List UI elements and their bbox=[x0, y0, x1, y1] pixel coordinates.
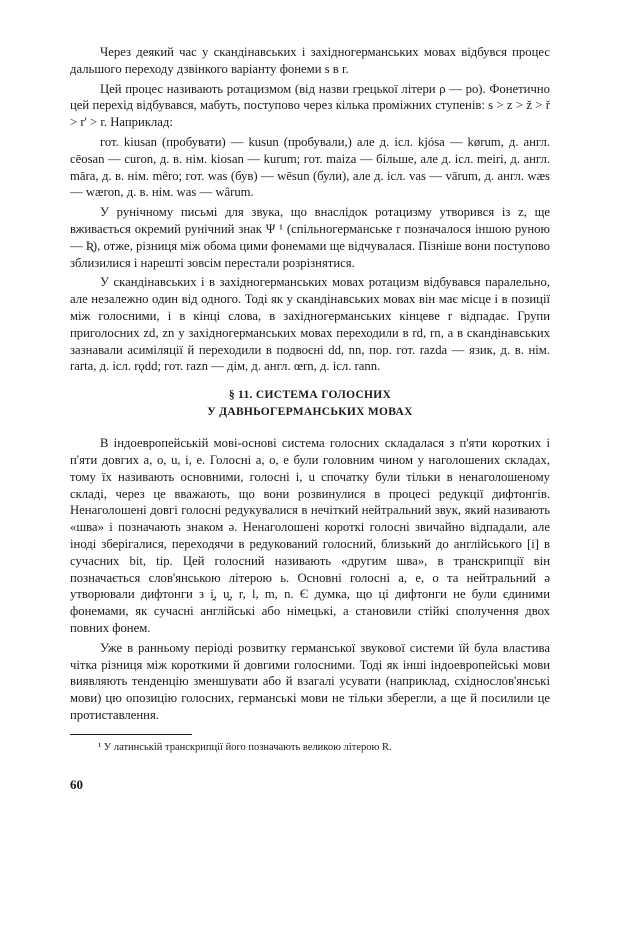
paragraph-germanic-vowel-length: Уже в ранньому періоді розвитку германської звукової системи їй була властива чітка різниця між короткими й довгими голосними. Тоді як інші індоевропейські мови виявляють тенденцію зменшувати або й взагалі усувати (наприклад, східнослов'янські мови) цю опозицію голосних, германські мови не тільки зберегли, а ще й посилили це протиставлення. bbox=[70, 640, 550, 722]
paragraph-rhotacism-definition: Цей процес називають ротацизмом (від назви грецької літери ρ — ро). Фонетично цей перехід відбувався, мабуть, поступово через кілька проміжних ступенів: s > z > ž > ř > r' > r. Наприклад: bbox=[70, 81, 550, 130]
section-heading-line-2: У ДАВНЬОГЕРМАНСЬКИХ МОВАХ bbox=[207, 406, 413, 419]
bottom-section bbox=[70, 435, 550, 724]
section-heading-line-1: § 11. СИСТЕМА ГОЛОСНИХ bbox=[228, 389, 392, 402]
paragraph-rhotacism-examples: гот. kiusan (пробувати) — kusun (пробували,) але д. ісл. kjósa — kørum, д. англ. cēosan — curon, д. в. нім. kiosan — kurum; гот. maiza — більше, але д. ісл. meiri, д. англ. māra, д. в. нім. mêro; гот. was (був) — wēsun (були), але д. ісл. vas — vārum, д. англ. wæs — wæron, д. в. нім. was — wârum. bbox=[70, 134, 550, 200]
page-number: 60 bbox=[70, 776, 83, 792]
paragraph-runic-writing: У рунічному письмі для звука, що внаслідок ротацизму утворився із z, ще вживається окремий рунічний знак Ψ ¹ (спільногерманське r позначалося іншою руною — Ʀ), отже, різниця між обома цими фонемами ще відчувалася. Пізніше вони поступово зблизилися і нарешті зовсім перестали розрізнятися. bbox=[70, 205, 550, 270]
footnote: ¹ У латинській транскрипції його позначають великою літерою R. bbox=[98, 741, 392, 753]
paragraph-rhotacism-intro: Через деякий час у скандінавських і західногерманських мовах відбувся процес дальшого переходу дзвінкого варіанту фонеми s в r. bbox=[70, 45, 550, 76]
book-page bbox=[70, 44, 550, 904]
paragraph-scandinavian-west-germanic: У скандінавських і в західногерманських мовах ротацизм відбувався паралельно, але незалежно один від одного. Тоді як у скандінавських мовах він має місце і в позиції між голосними, і в кінці слова, в західногерманських кінцеве r відпадає. Групи приголосних zd, zn у західногерманських мовах переходили в rd, rn, а в скандінавських зазнавали асиміляції й переходили в подвоєні dd, nn, пор. гот. razda — язик, д. в. нім. rarta, д. ісл. rǫdd; гот. razn — дім, д. англ. œrn, д. ісл. rann. bbox=[70, 275, 550, 374]
section-heading bbox=[70, 387, 550, 421]
footnote-divider bbox=[70, 734, 192, 735]
paragraph-indo-european-vowels: В індоевропейській мові-основі система голосних складалася з п'яти коротких і п'яти довгих a, o, u, i, e. Голосні a, o, e були головним чином у наголошених складах, тому їх називають основними, голосні i, u спочатку були тільки в ненаголошеному складі, через це вважають, що вони розвинулися в процесі редукції дифтонгів. Ненаголошені довгі голосні редукувалися в нечіткий нейтральний звук, який називають «шва» і позначають знаком ə. Ненаголошені короткі голосні звичайно відпадали, але іноді зберігалися, переходячи в редукований голосний, близький до англійського [i] в сучасних bit, tip. Цей голосний називають «другим шва», в транскрипції він позначається слов'янською літерою ь. Основні голосні a, e, o та нейтральний ə утворювали дифтонги з i̯, u̯, r, l, m, n. Є думка, що ці дифтонги не були єдиними фонемами, як сучасні англійські або німецькі, а становили стійкі сполучення двох повних фонем. bbox=[70, 436, 550, 635]
top-section bbox=[70, 44, 550, 375]
